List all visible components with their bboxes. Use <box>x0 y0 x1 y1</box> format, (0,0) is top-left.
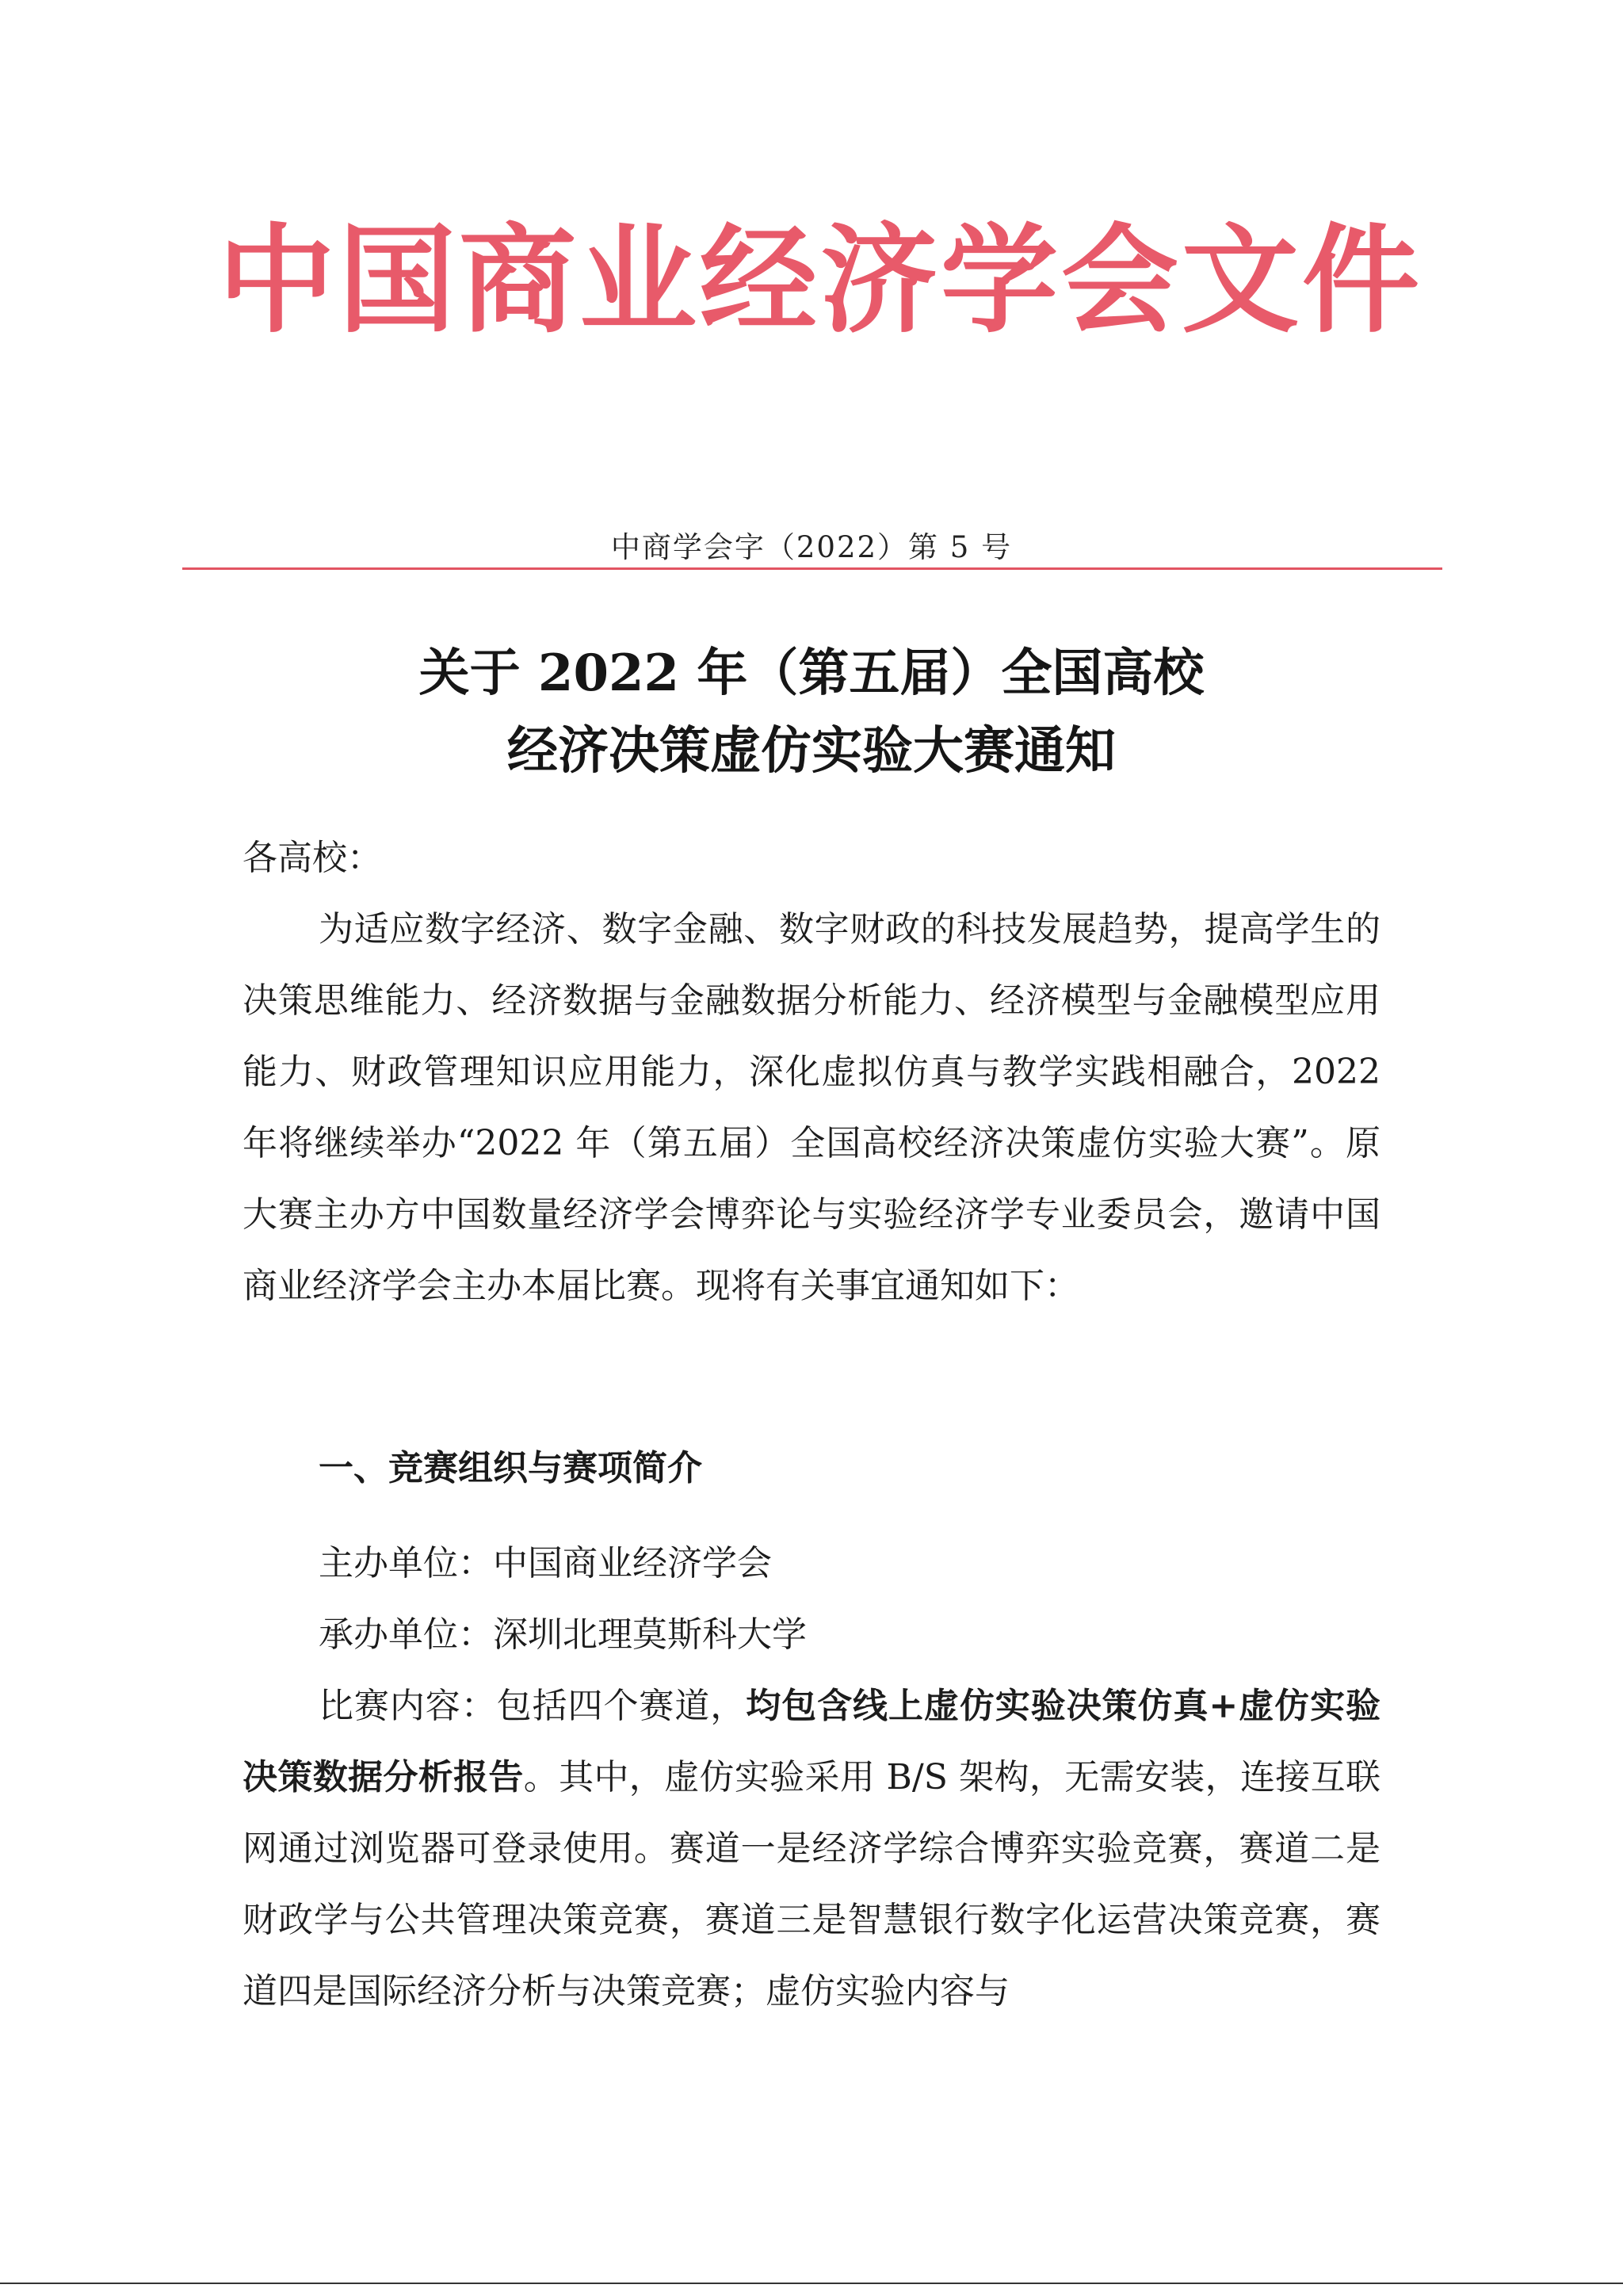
content-bold-text: 均包含线上虚仿实验决策仿真+虚仿实验决策数据分析报告 <box>242 1686 1381 1797</box>
intro-paragraph: 为适应数字经济、数字金融、数字财政的科技发展趋势，提高学生的决策思维能力、经济数据与金融数据分析能力、经济模型与金融模型应用能力、财政管理知识应用能力，深化虚拟仿真与教学实践相融合，2022 年将继续举办“2022 年（第五届）全国高校经济决策虚仿实验大赛”。原大赛主办方中国数量经济学会博弈论与实验经济学专业委员会，邀请中国商业经济学会主办本届比赛。现将有关事宜通知如下： <box>242 909 1381 1306</box>
masthead-title: 中国商业经济学会文件 <box>218 211 1423 349</box>
content-rest: 。其中，虚仿实验采用 B/S 架构，无需安装，连接互联网通过浏览器可登录使用。赛道一是经济学综合博弈实验竞赛，赛道二是财政学与公共管理决策竞赛，赛道三是智慧银行数字化运营决策竞赛，赛道四是国际经济分析与决策竞赛；虚仿实验内容与 <box>242 1757 1381 2011</box>
content-paragraph <box>242 1671 1381 2027</box>
scan-bottom-edge <box>0 2283 1623 2284</box>
section-heading-1: 一、竞赛组织与赛项简介 <box>319 1448 702 1488</box>
content-prefix: 比赛内容：包括四个赛道， <box>319 1686 747 1726</box>
document-number: 中商学会字（2022）第 5 号 <box>610 530 1013 564</box>
red-divider-line <box>182 567 1442 570</box>
document-title-line-1: 关于 2022 年（第五届）全国高校 <box>418 644 1205 703</box>
host-line: 承办单位：深圳北理莫斯科大学 <box>319 1614 807 1655</box>
salutation: 各高校： <box>242 838 382 878</box>
organizer-line: 主办单位：中国商业经济学会 <box>319 1543 772 1584</box>
document-title-line-2: 经济决策虚仿实验大赛通知 <box>507 721 1116 781</box>
